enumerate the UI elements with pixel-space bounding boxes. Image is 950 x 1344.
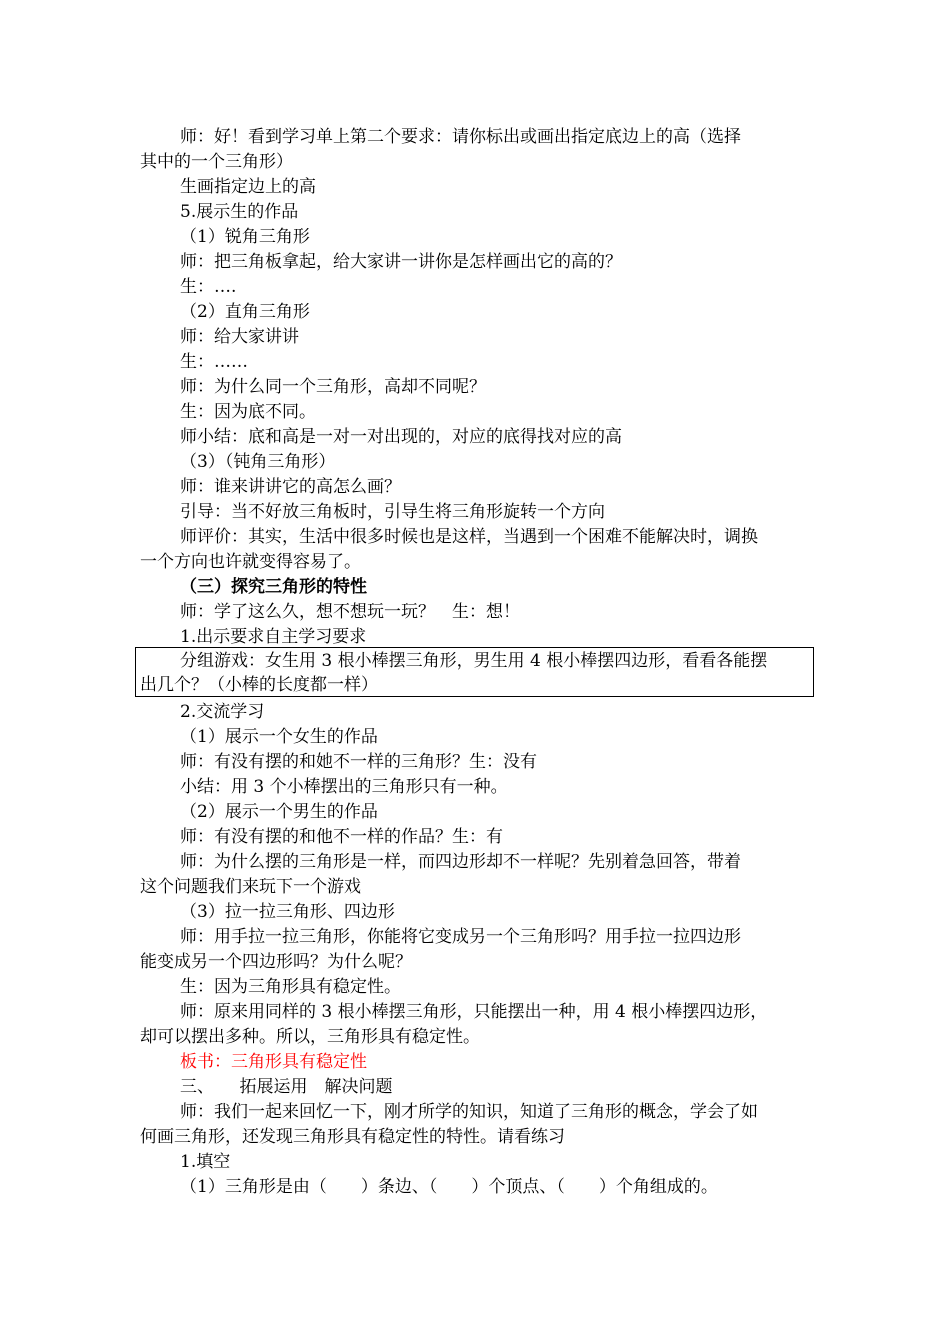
sub-heading: （3）拉一拉三角形、四边形	[180, 902, 395, 922]
paragraph-line: 能变成另一个四边形吗？为什么呢？	[140, 952, 412, 972]
sub-heading: （3）（钝角三角形）	[180, 452, 336, 472]
paragraph-line: 生：因为三角形具有稳定性。	[180, 977, 401, 997]
paragraph-line: 生：….	[180, 277, 237, 297]
paragraph-line: 却可以摆出多种。所以，三角形具有稳定性。	[140, 1027, 480, 1047]
paragraph-line: 师：原来用同样的 3 根小棒摆三角形，只能摆出一种，用 4 根小棒摆四边形，	[180, 1002, 768, 1022]
exercise-question: （1）三角形是由（ ）条边、（ ）个顶点、（ ）个角组成的。	[180, 1177, 718, 1197]
section-heading-bold: （三）探究三角形的特性	[180, 577, 367, 597]
section-heading: 三、 拓展运用 解决问题	[180, 1077, 393, 1097]
paragraph-line: 师：给大家讲讲	[180, 327, 299, 347]
sub-heading: （1）锐角三角形	[180, 227, 310, 247]
paragraph-line: 引导：当不好放三角板时，引导生将三角形旋转一个方向	[180, 502, 605, 522]
sub-heading: （1）展示一个女生的作品	[180, 727, 378, 747]
paragraph-line: 师：用手拉一拉三角形，你能将它变成另一个三角形吗？用手拉一拉四边形	[180, 927, 741, 947]
paragraph-line: 1.出示要求自主学习要求	[180, 627, 367, 647]
paragraph-line: 一个方向也许就变得容易了。	[140, 552, 361, 572]
paragraph-line: 师小结：底和高是一对一对出现的，对应的底得找对应的高	[180, 427, 622, 447]
sub-heading: （2）直角三角形	[180, 302, 310, 322]
paragraph-line: 小结：用 3 个小棒摆出的三角形只有一种。	[180, 777, 508, 797]
paragraph-line: 师：我们一起来回忆一下，刚才所学的知识，知道了三角形的概念，学会了如	[180, 1102, 758, 1122]
paragraph-line: 生画指定边上的高	[180, 177, 316, 197]
board-note-red: 板书：三角形具有稳定性	[180, 1052, 367, 1072]
task-box-line: 出几个？（小棒的长度都一样）	[140, 675, 378, 695]
task-box-line: 分组游戏：女生用 3 根小棒摆三角形，男生用 4 根小棒摆四边形，看看各能摆	[180, 651, 768, 671]
paragraph-line: 生：……	[180, 352, 248, 372]
paragraph-line: 其中的一个三角形）	[140, 152, 293, 172]
exercise-heading: 1.填空	[180, 1152, 231, 1172]
paragraph-line: 师：有没有摆的和他不一样的作品？生：有	[180, 827, 503, 847]
paragraph-line: 师：有没有摆的和她不一样的三角形？生：没有	[180, 752, 537, 772]
paragraph-line: 师：把三角板拿起，给大家讲一讲你是怎样画出它的高的？	[180, 252, 622, 272]
paragraph-line: 师：谁来讲讲它的高怎么画？	[180, 477, 401, 497]
paragraph-line: 何画三角形，还发现三角形具有稳定性的特性。请看练习	[140, 1127, 565, 1147]
paragraph-line: 师：为什么摆的三角形是一样，而四边形却不一样呢？先别着急回答，带着	[180, 852, 741, 872]
section-heading: 2.交流学习	[180, 702, 265, 722]
paragraph-line: 师：好！看到学习单上第二个要求：请你标出或画出指定底边上的高（选择	[180, 127, 741, 147]
paragraph-line: 这个问题我们来玩下一个游戏	[140, 877, 361, 897]
section-heading: 5.展示生的作品	[180, 202, 299, 222]
paragraph-line: 师：学了这么久，想不想玩一玩？ 生：想！	[180, 602, 520, 622]
paragraph-line: 生：因为底不同。	[180, 402, 316, 422]
sub-heading: （2）展示一个男生的作品	[180, 802, 378, 822]
paragraph-line: 师评价：其实，生活中很多时候也是这样，当遇到一个困难不能解决时，调换	[180, 527, 758, 547]
paragraph-line: 师：为什么同一个三角形，高却不同呢？	[180, 377, 486, 397]
